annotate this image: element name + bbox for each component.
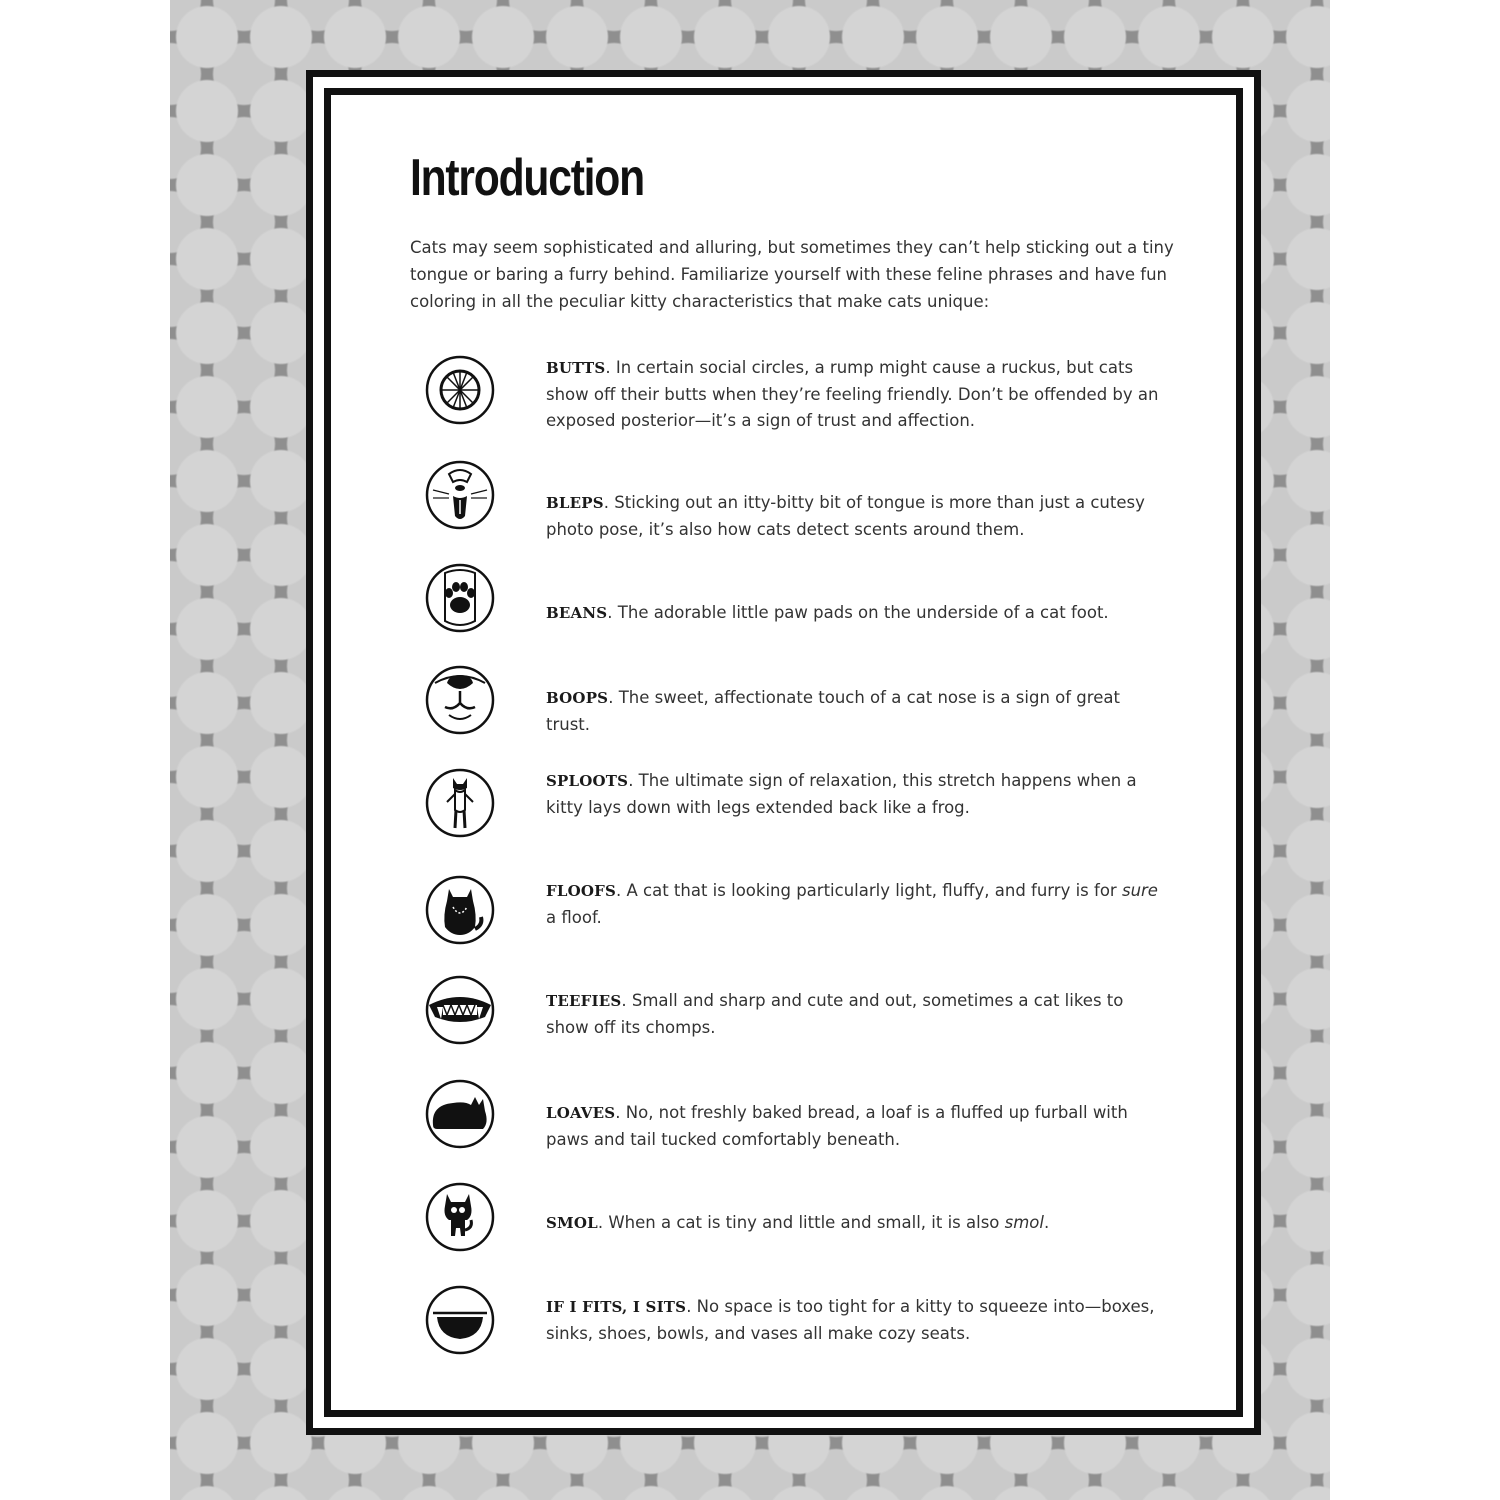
- term-body: . When a cat is tiny and little and small, it is also: [597, 1213, 1005, 1232]
- term-body: . No space is too tight for a kitty to squeeze into—boxes, sinks, shoes, bowls, and vases all make cozy seats.: [546, 1297, 1155, 1343]
- term-name: IF I FITS, I SITS: [546, 1298, 687, 1316]
- term-emphasis: smol: [1004, 1213, 1044, 1232]
- cat-loaf-icon: [425, 1079, 495, 1149]
- term-body: . Sticking out an itty-bitty bit of tongue is more than just a cutesy photo pose, it’s also how cats detect scents around them.: [546, 493, 1145, 539]
- term-body: . In certain social circles, a rump might cause a ruckus, but cats show off their butts when they’re feeling friendly. Don’t be offended by an exposed posterior—it’s a sign of trust and affection.: [546, 358, 1159, 430]
- term-name: BLEPS: [546, 494, 604, 512]
- term-description: [546, 878, 1166, 931]
- term-description: [546, 1294, 1166, 1347]
- term-emphasis: sure: [1121, 881, 1158, 900]
- paw-beans-icon: [425, 563, 495, 633]
- term-body-end: .: [1044, 1213, 1050, 1232]
- term-description: [546, 490, 1166, 543]
- cat-in-bowl-icon: [425, 1285, 495, 1355]
- page-title: Introduction: [410, 149, 644, 207]
- term-name: LOAVES: [546, 1104, 616, 1122]
- term-name: BEANS: [546, 604, 608, 622]
- term-name: TEEFIES: [546, 992, 622, 1010]
- term-body: . The sweet, affectionate touch of a cat nose is a sign of great trust.: [546, 688, 1120, 734]
- term-description: [546, 685, 1166, 738]
- term-name: BOOPS: [546, 689, 609, 707]
- cat-butt-icon: [425, 355, 495, 425]
- small-kitten-icon: [425, 1182, 495, 1252]
- term-description: [546, 768, 1166, 821]
- term-name: SMOL: [546, 1214, 598, 1232]
- term-name: SPLOOTS: [546, 772, 629, 790]
- term-body: . No, not freshly baked bread, a loaf is a fluffed up furball with paws and tail tucked comfortably beneath.: [546, 1103, 1128, 1149]
- term-body: . The adorable little paw pads on the underside of a cat foot.: [607, 603, 1109, 622]
- term-name: BUTTS: [546, 359, 606, 377]
- term-body: . The ultimate sign of relaxation, this stretch happens when a kitty lays down with legs extended back like a frog.: [546, 771, 1137, 817]
- term-body-end: a floof.: [546, 907, 602, 927]
- term-description: [546, 600, 1166, 627]
- term-body: . A cat that is looking particularly light, fluffy, and furry is for: [616, 881, 1122, 900]
- intro-paragraph: Cats may seem sophisticated and alluring, but sometimes they can’t help sticking out a tiny tongue or baring a furry behind. Familiarize yourself with these feline phrases and have fun coloring in all the peculiar kitty characteristics that make cats unique:: [410, 238, 1174, 311]
- term-body: . Small and sharp and cute and out, sometimes a cat likes to show off its chomps.: [546, 991, 1124, 1037]
- term-description: [546, 1100, 1166, 1153]
- term-description: [546, 988, 1166, 1041]
- splooting-cat-icon: [425, 768, 495, 838]
- term-name: FLOOFS: [546, 882, 617, 900]
- nose-boop-icon: [425, 665, 495, 735]
- term-description: [546, 1210, 1166, 1237]
- term-description: [546, 355, 1166, 435]
- tongue-blep-icon: [425, 460, 495, 530]
- cat-teeth-icon: [425, 975, 495, 1045]
- fluffy-cat-icon: [425, 875, 495, 945]
